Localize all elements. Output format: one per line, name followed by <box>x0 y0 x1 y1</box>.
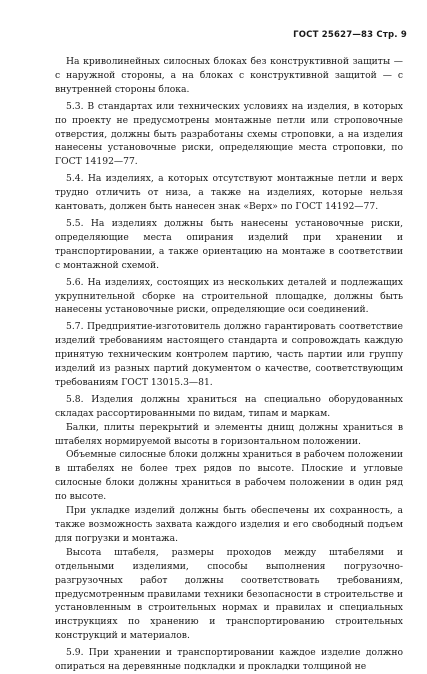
page-body <box>55 55 403 674</box>
paragraph-5-4: 5.4. На изделиях, а которых отсутствуют монтажные петли и верх трудно отличить от низа, а также на изделиях, которые нельзя кантовать, должен быть нанесен знак «Верх» по ГОСТ 14192—77. <box>55 173 403 213</box>
paragraph-5-3: 5.3. В стандартах или технических условиях на изделия, в которых по проекту не предусмотрены монтажные петли или строповочные отверстия, должны быть разработаны схемы строповки, а на изделия нанесены установочные риски, определяющие места строповки, по ГОСТ 14192—77. <box>55 100 403 168</box>
paragraph: При укладке изделий должны быть обеспечены их сохранность, а также возможность захвата каждого изделия и его свободный подъем для погрузки и монтажа. <box>55 505 403 544</box>
paragraph-5-8: 5.8. Изделия должны храниться на специально оборудованных складах рассортированными по видам, типам и маркам. <box>55 393 403 419</box>
paragraph-5-5: 5.5. На изделиях должны быть нанесены установочные риски, определяющие места опирания изделий при хранении и транспортировании, а также ориентацию на монтаже в соответствии с монтажной схемой. <box>55 217 403 271</box>
paragraph: На криволинейных силосных блоках без конструктивной защиты — с наружной стороны, а на блоках с конструктивной защитой — с внутренней стороны блока. <box>55 56 403 95</box>
page-header: ГОСТ 25627—83 Стр. 9 <box>293 30 407 40</box>
paragraph: Высота штабеля, размеры проходов между штабелями и отдельными изделиями, способы выполнения погрузочно-разгрузочных работ должны соответствовать требованиям, предусмотренным правилами техники безопасности в строительстве и установленным в строительных нормах и правилах и специальных инструкциях по хранению и транспортированию строительных конструкций и материалов. <box>55 546 403 642</box>
paragraph-5-7: 5.7. Предприятие-изготовитель должно гарантировать соответствие изделий требованиям настоящего стандарта и сопровождать каждую принятую техническим контролем партию, часть партии или группу изделий из разных партий документом о качестве, соответствующим требованиям ГОСТ 13015.3—81. <box>55 321 403 388</box>
paragraph-5-6: 5.6. На изделиях, состоящих из нескольких деталей и подлежащих укрупнительной сборке на строительной площадке, должны быть нанесены установочные риски, определяющие оси соединений. <box>55 276 403 316</box>
paragraph-5-9: 5.9. При хранении и транспортировании каждое изделие должно опираться на деревянные подкладки и прокладки толщиной не <box>55 647 403 673</box>
paragraph: Балки, плиты перекрытий и элементы днищ должны храниться в штабелях нормируемой высоты в горизонтальном положении. <box>55 421 403 447</box>
paragraph: Объемные силосные блоки должны храниться в рабочем положении в штабелях не более трех рядов по высоте. Плоские и угловые силосные блоки должны храниться в рабочем положении в один ряд по высоте. <box>55 449 403 503</box>
